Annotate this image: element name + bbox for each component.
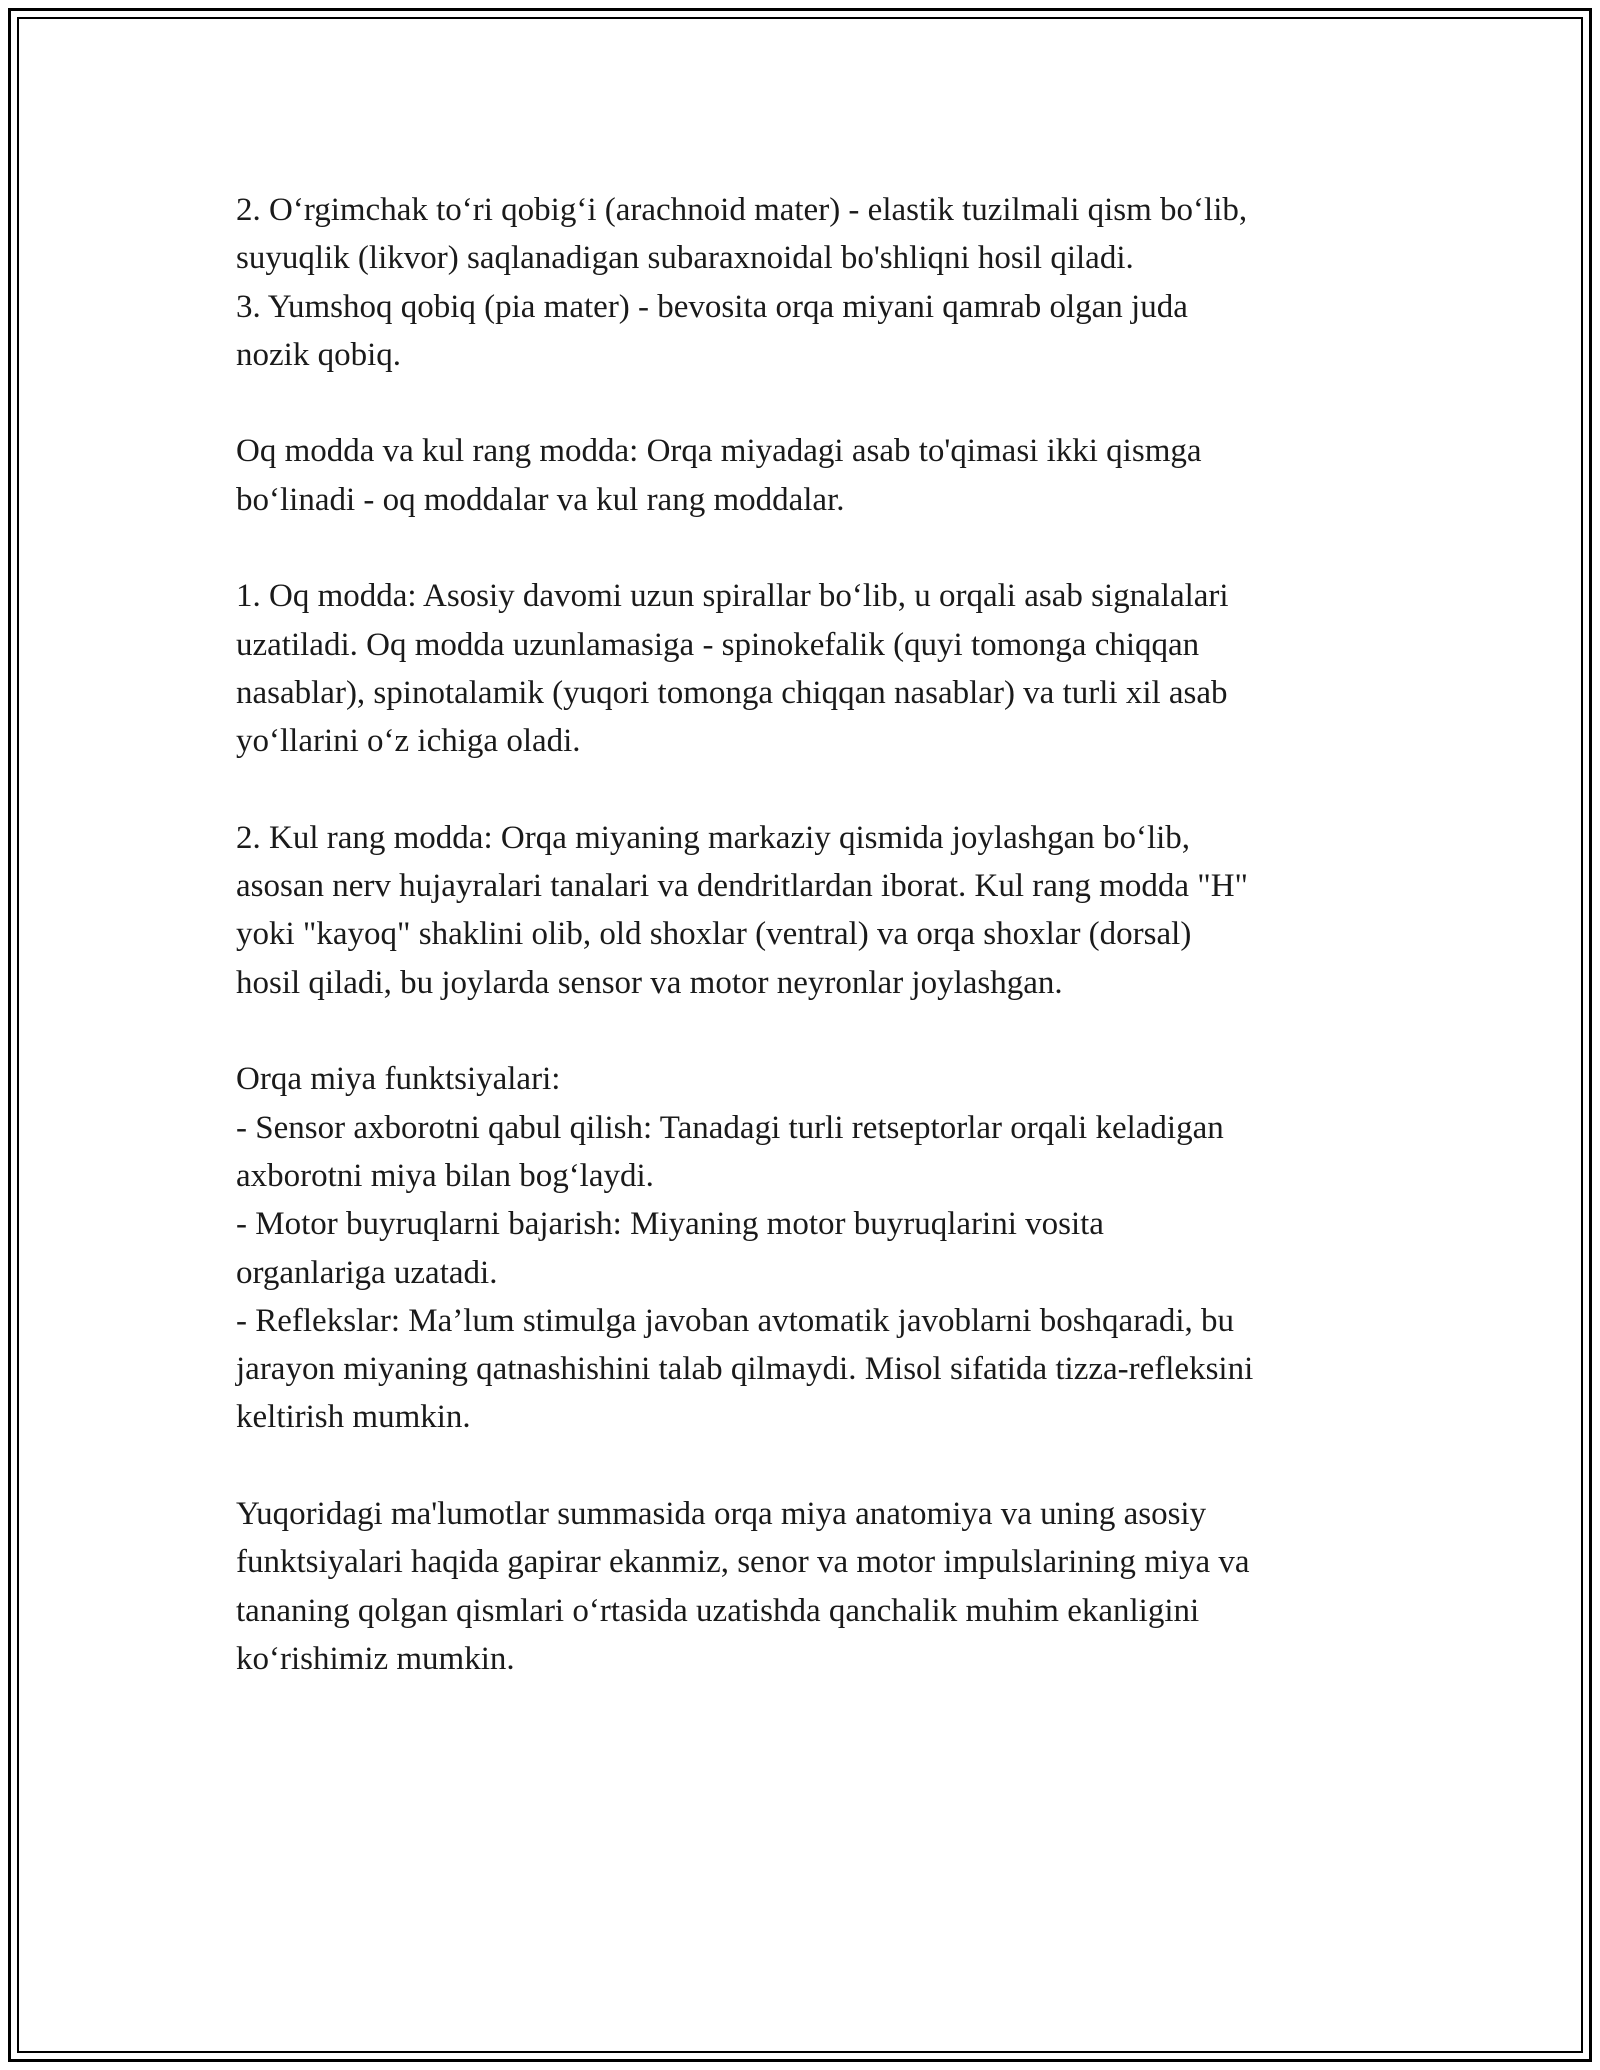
text-line: tananing qolgan qismlari o‘rtasida uzatishda qanchalik muhim ekanligini xyxy=(236,1592,1200,1629)
text-line: suyuqlik (likvor) saqlanadigan subaraxnoidal bo'shliqni hosil qiladi. xyxy=(236,240,1134,277)
text-line: 2. O‘rgimchak to‘ri qobig‘i (arachnoid mater) - elastik tuzilmali qism bo‘lib, xyxy=(236,192,1248,228)
paragraph-white-matter xyxy=(236,572,1376,765)
text-line: 1. Oq modda: Asosiy davomi uzun spirallar bo‘lib, u orqali asab signalalari xyxy=(236,578,1229,615)
paragraph-conclusion xyxy=(236,1490,1376,1683)
text-line: keltirish mumkin. xyxy=(236,1399,471,1436)
text-line: 2. Kul rang modda: Orqa miyaning markaziy qismida joylashgan bo‘lib, xyxy=(236,819,1191,856)
text-line: funktsiyalari haqida gapirar ekanmiz, senor va motor impulslarining miya va xyxy=(236,1544,1250,1581)
paragraph-gray-matter xyxy=(236,814,1376,1007)
paragraph-functions xyxy=(236,1055,1376,1441)
paragraph-meninges xyxy=(236,186,1376,379)
text-line: - Motor buyruqlarni bajarish: Miyaning motor buyruqlarini vosita xyxy=(236,1206,1104,1243)
text-line: axborotni miya bilan bog‘laydi. xyxy=(236,1157,654,1194)
text-line: yoki "kayoq" shaklini olib, old shoxlar (ventral) va orqa shoxlar (dorsal) xyxy=(236,916,1192,953)
text-line: uzatiladi. Oq modda uzunlamasiga - spinokefalik (quyi tomonga chiqqan xyxy=(236,626,1200,663)
text-line: hosil qiladi, bu joylarda sensor va motor neyronlar joylashgan. xyxy=(236,964,1063,1001)
text-line: yo‘llarini o‘z ichiga oladi. xyxy=(236,723,581,760)
text-line: - Sensor axborotni qabul qilish: Tanadagi turli retseptorlar orqali keladigan xyxy=(236,1109,1224,1146)
text-line: asosan nerv hujayralari tanalari va dendritlardan iborat. Kul rang modda "H" xyxy=(236,868,1248,905)
text-line: organlariga uzatadi. xyxy=(236,1254,498,1291)
text-line: Yuqoridagi ma'lumotlar summasida orqa miya anatomiya va uning asosiy xyxy=(236,1496,1207,1533)
text-line: ko‘rishimiz mumkin. xyxy=(236,1640,515,1677)
text-line: jarayon miyaning qatnashishini talab qilmaydi. Misol sifatida tizza-refleksini xyxy=(236,1351,1254,1388)
paragraph-white-gray-matter xyxy=(236,427,1376,524)
text-line: Oq modda va kul rang modda: Orqa miyadagi asab to'qimasi ikki qismga xyxy=(236,433,1202,470)
text-line: - Reflekslar: Ma’lum stimulga javoban avtomatik javoblarni boshqaradi, bu xyxy=(236,1302,1235,1339)
document-body xyxy=(236,186,1376,1732)
text-line: Orqa miya funktsiyalari: xyxy=(236,1061,561,1098)
text-line: nozik qobiq. xyxy=(236,336,401,373)
text-line: nasablar), spinotalamik (yuqori tomonga chiqqan nasablar) va turli xil asab xyxy=(236,674,1228,711)
text-line: bo‘linadi - oq moddalar va kul rang moddalar. xyxy=(236,481,845,518)
text-line: 3. Yumshoq qobiq (pia mater) - bevosita orqa miyani qamrab olgan juda xyxy=(236,288,1188,325)
